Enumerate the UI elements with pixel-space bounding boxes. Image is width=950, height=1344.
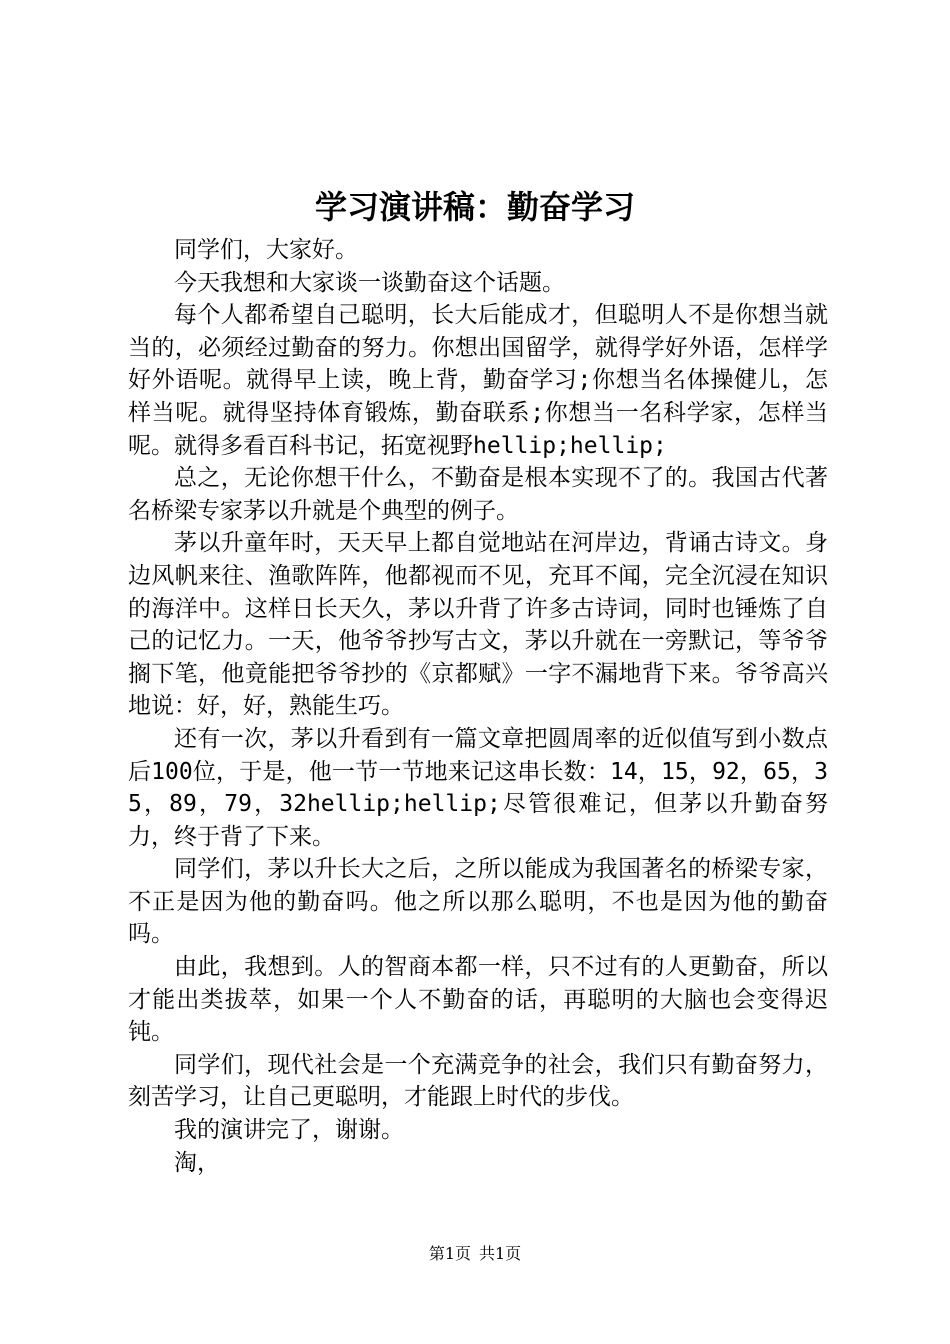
paragraph: 我的演讲完了，谢谢。: [174, 1117, 404, 1144]
document-title: 学习演讲稿：勤奋学习: [314, 188, 635, 226]
paragraph: 还有一次，茅以升看到有一篇文章把圆周率的近似值写到小数点后100位，于是，他一节一节地来记这串长数：14，15，92，65，35，89，79，32hellip;hellip;尽管很难记，但茅以升勤奋努力，终于背了下来。: [128, 725, 828, 850]
page-number: 第1页: [428, 1244, 471, 1263]
paragraph: 同学们，现代社会是一个充满竞争的社会，我们只有勤奋努力，刻苦学习，让自己更聪明，才能跟上时代的步伐。: [128, 1051, 828, 1111]
paragraph: 今天我想和大家谈一谈勤奋这个话题。: [174, 269, 565, 296]
page-footer: [0, 1243, 950, 1265]
paragraph: 茅以升童年时，天天早上都自觉地站在河岸边，背诵古诗文。身边风帆来往、渔歌阵阵，他都视而不见，充耳不闻，完全沉浸在知识的海洋中。这样日长天久，茅以升背了许多古诗词，同时也锤炼了自己的记忆力。一天，他爷爷抄写古文，茅以升就在一旁默记，等爷爷搁下笔，他竟能把爷爷抄的《京都赋》一字不漏地背下来。爷爷高兴地说：好，好，熟能生巧。: [128, 530, 828, 720]
paragraph: 淘，: [174, 1149, 220, 1176]
document-body: [128, 234, 828, 1179]
paragraph: 同学们，大家好。: [174, 237, 358, 263]
paragraph: 由此，我想到。人的智商本都一样，只不过有的人更勤奋，所以才能出类拔萃，如果一个人不勤奋的话，再聪明的大脑也会变得迟钝。: [128, 954, 828, 1046]
paragraph: 同学们，茅以升长大之后，之所以能成为我国著名的桥梁专家，不正是因为他的勤奋吗。他之所以那么聪明，不也是因为他的勤奋吗。: [128, 856, 828, 948]
paragraph: 总之，无论你想干什么，不勤奋是根本实现不了的。我国古代著名桥梁专家茅以升就是个典型的例子。: [128, 465, 828, 524]
page-total: 共1页: [479, 1244, 522, 1263]
paragraph: 每个人都希望自己聪明，长大后能成才，但聪明人不是你想当就当的，必须经过勤奋的努力。你想出国留学，就得学好外语，怎样学好外语呢。就得早上读，晚上背，勤奋学习;你想当名体操健儿，怎样当呢。就得坚持体育锻炼，勤奋联系;你想当一名科学家，怎样当呢。就得多看百科书记，拓宽视野hellip;hellip;: [128, 302, 828, 459]
